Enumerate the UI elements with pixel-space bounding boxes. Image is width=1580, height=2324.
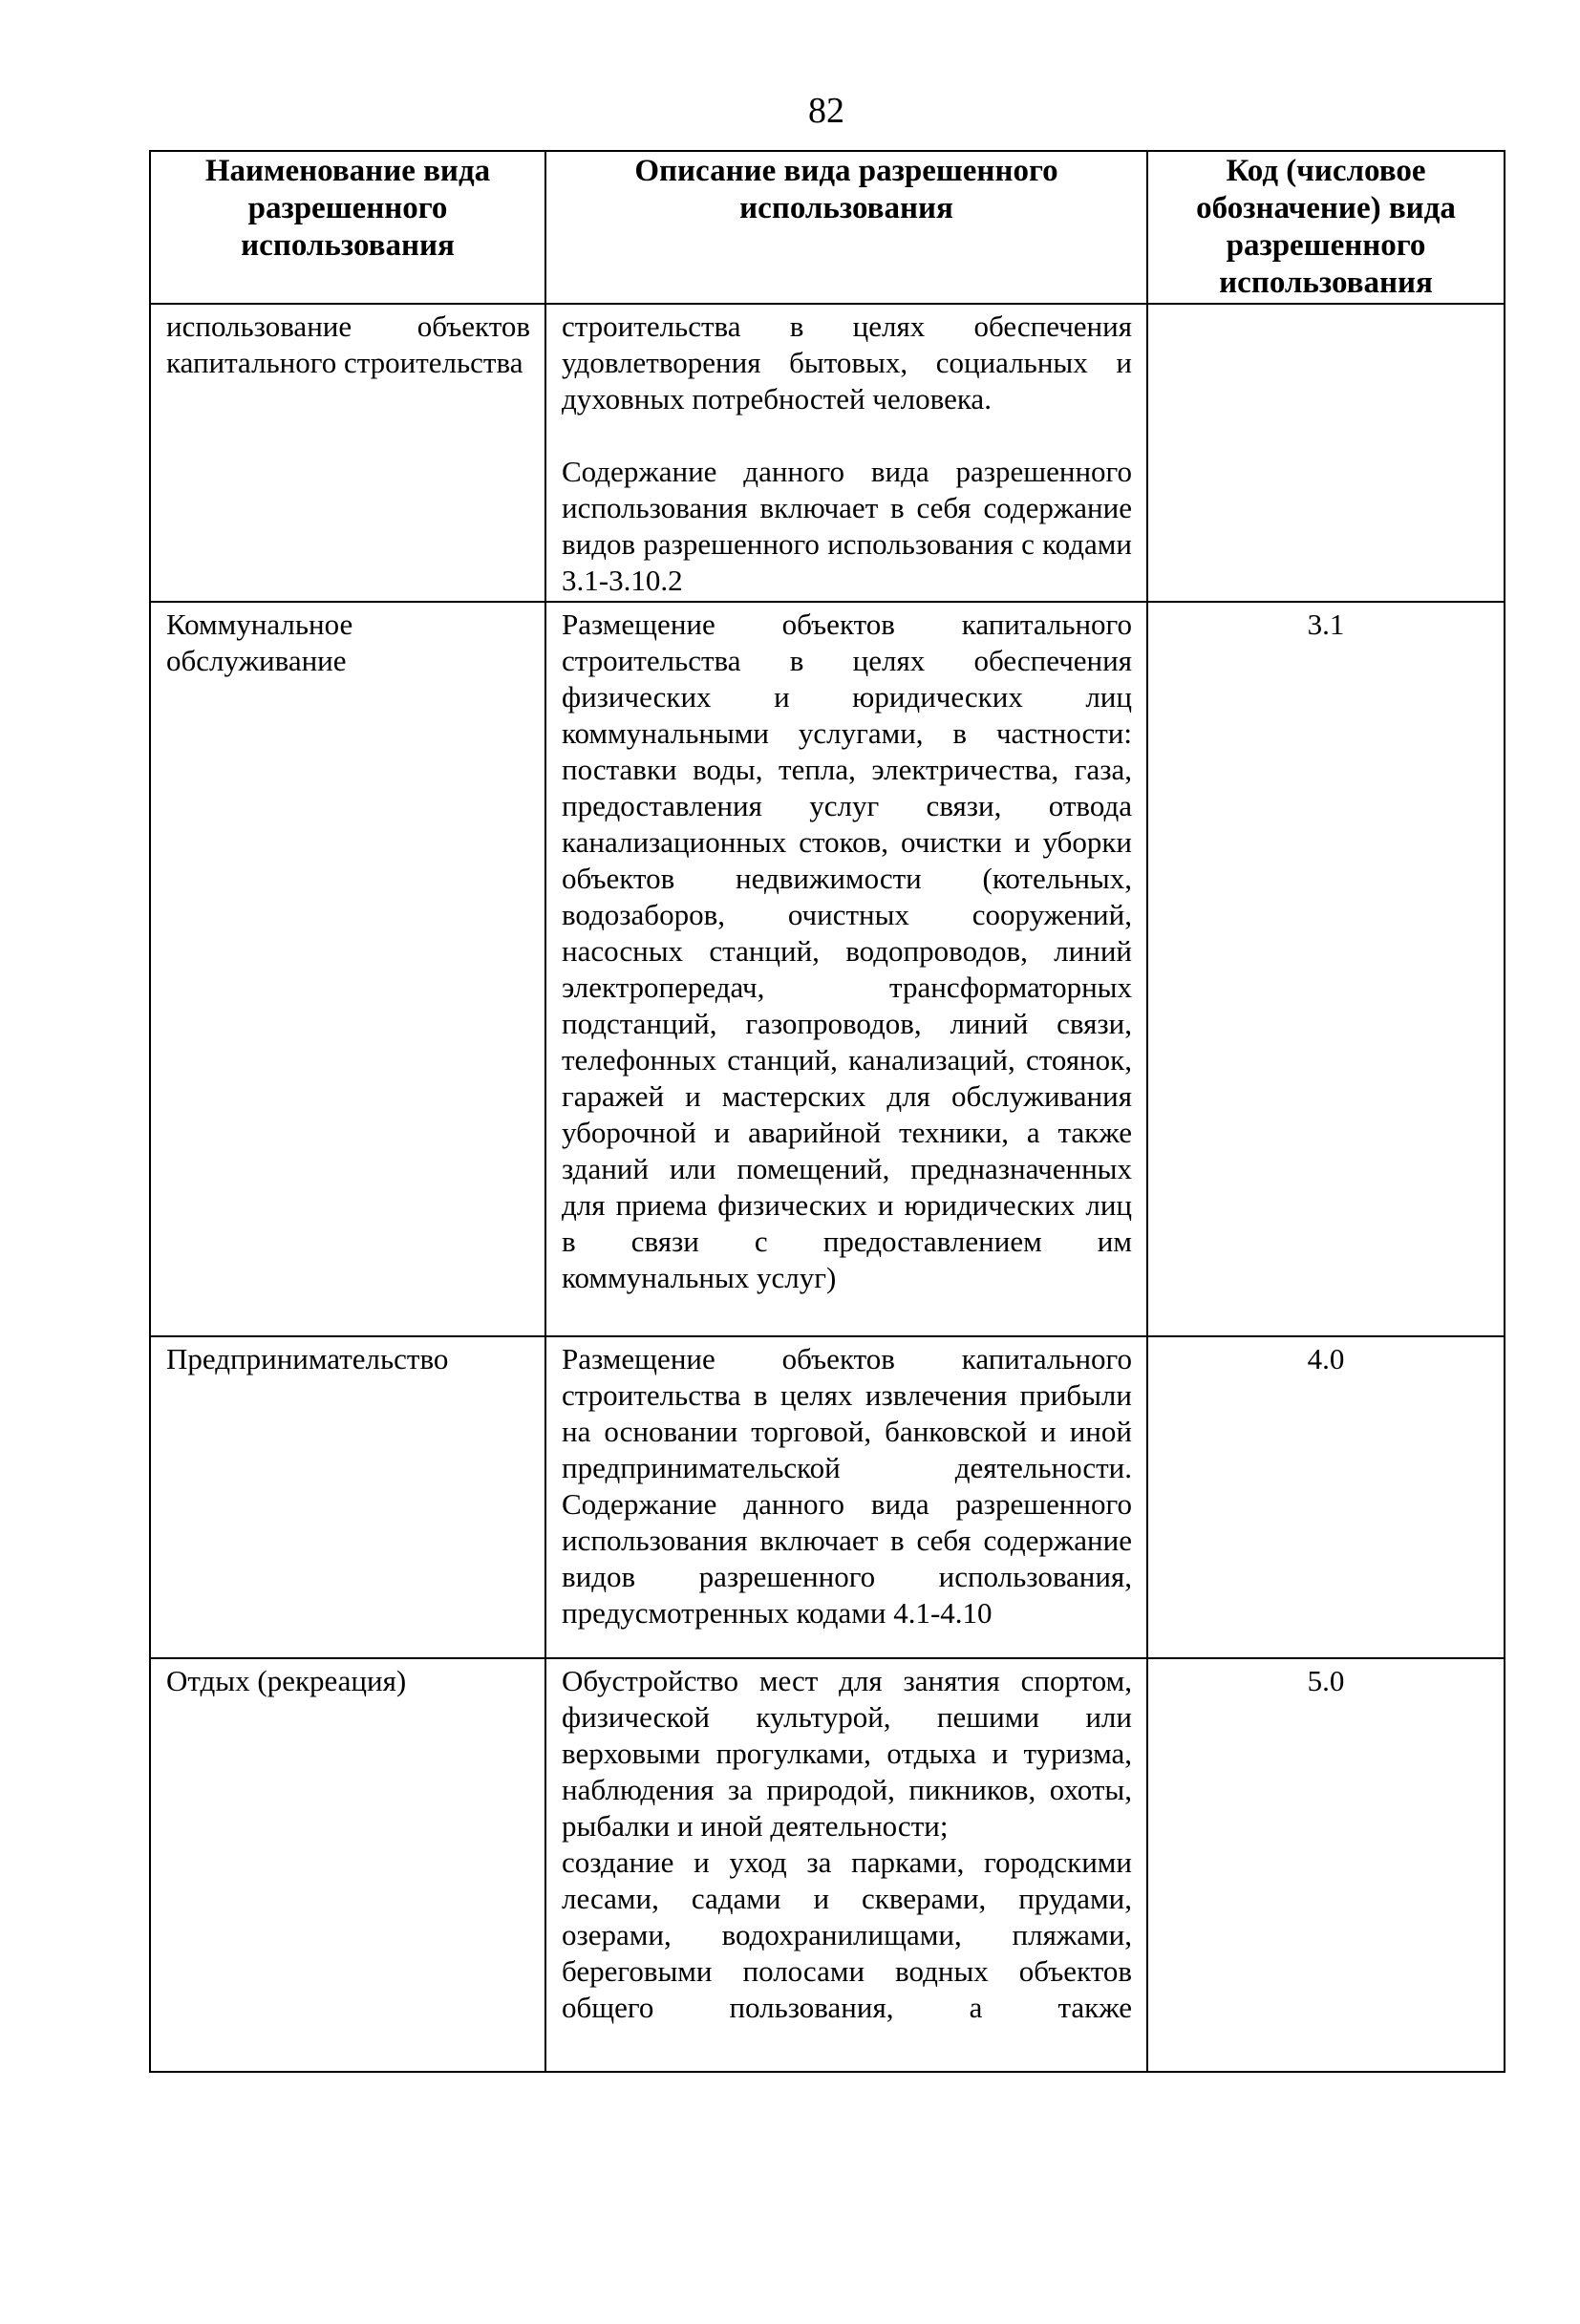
table-row (150, 1336, 1505, 1658)
header-cell-name: Наименование вида разрешенного использования (150, 151, 545, 304)
cell-use-code (1147, 304, 1505, 602)
permitted-use-table (149, 150, 1505, 2073)
cell-use-description (545, 1658, 1147, 2072)
cell-use-name (150, 602, 545, 1336)
cell-use-code: 3.1 (1147, 602, 1505, 1336)
table-row (150, 1658, 1505, 2072)
cell-use-code: 5.0 (1147, 1658, 1505, 2072)
paragraph: Предпринимательство (166, 1342, 449, 1375)
cell-use-description (545, 304, 1147, 602)
paragraph: использование объектов капитального строительства (166, 309, 530, 379)
header-cell-code: Код (числовое обозначение) вида разрешенного использования (1147, 151, 1505, 304)
table-row (150, 602, 1505, 1336)
table-header-row (150, 151, 1505, 304)
cell-use-description (545, 1336, 1147, 1658)
paragraph: Размещение объектов капитального строительства в целях обеспечения физических и юридических лиц коммунальными услугами, в частности: поставки воды, тепла, электричества, газа, предоставления услуг связи, отвода канализационных стоков, очистки и уборки объектов недвижимости (котельных, водозаборов, очистных сооружений, насосных станций, водопроводов, линий электропередач, трансформаторных подстанций, газопроводов, линий связи, телефонных станций, канализаций, стоянок, гаражей и мастерских для обслуживания уборочной и аварийной техники, а также зданий или помещений, предназначенных для приема физических и юридических лиц в связи с предоставлением им коммунальных услуг) (562, 608, 1132, 1294)
scanned-document-page (0, 90, 1580, 2324)
paragraph: создание и уход за парками, городскими лесами, садами и скверами, прудами, озерами, водохранилищами, пляжами, береговыми полосами водных объектов общего пользования, а также (562, 1845, 1132, 2024)
cell-use-description (545, 602, 1147, 1336)
header-cell-description: Описание вида разрешенного использования (545, 151, 1147, 304)
paragraph: строительства в целях обеспечения удовлетворения бытовых, социальных и духовных потребностей человека. (562, 309, 1132, 416)
cell-use-name (150, 304, 545, 602)
cell-use-name (150, 1658, 545, 2072)
paragraph: Отдых (рекреация) (166, 1664, 407, 1697)
paragraph: Размещение объектов капитального строительства в целях извлечения прибыли на основании торговой, банковской и иной предпринимательской деятельности. Содержание данного вида разрешенного использования включает в себя содержание видов разрешенного использования, предусмотренных кодами 4.1-4.10 (562, 1342, 1132, 1630)
paragraph: Содержание данного вида разрешенного использования включает в себя содержание видов разрешенного использования с кодами 3.1-3.10.2 (562, 455, 1132, 597)
page-number: 82 (808, 91, 844, 131)
cell-use-name (150, 1336, 545, 1658)
table-row (150, 304, 1505, 602)
paragraph: Обустройство мест для занятия спортом, физической культурой, пешими или верховыми прогулками, отдыха и туризма, наблюдения за природой, пикников, охоты, рыбалки и иной деятельности; (562, 1664, 1132, 1843)
paragraph: Коммунальное обслуживание (166, 608, 353, 677)
cell-use-code: 4.0 (1147, 1336, 1505, 1658)
